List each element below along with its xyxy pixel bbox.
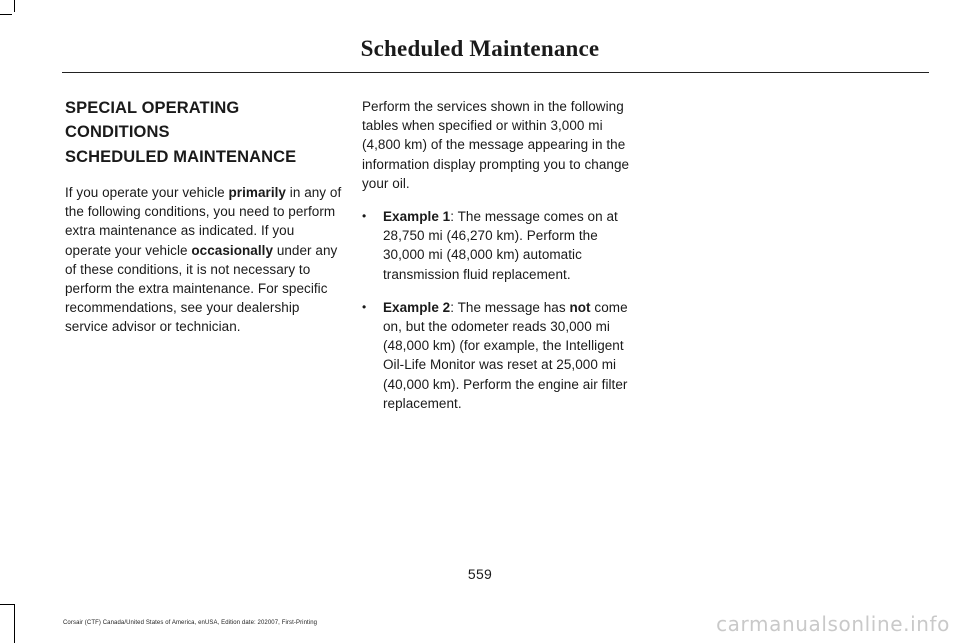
page-number: 559 <box>467 566 493 582</box>
crop-mark <box>14 0 15 12</box>
emphasis-occasionally: occasionally <box>191 242 274 258</box>
section-heading-special-operating-conditions: SPECIAL OPERATING CONDITIONS <box>65 99 240 141</box>
bullet-icon: • <box>362 209 367 224</box>
page-title: Scheduled Maintenance <box>360 36 600 61</box>
list-item-example-1 <box>362 207 637 284</box>
crop-mark <box>14 604 15 643</box>
watermark-link[interactable]: carmanualsonline.info <box>716 612 950 636</box>
example-label: Example 1 <box>383 209 451 225</box>
example-text: come on, but the odometer reads 30,000 mi (48,000 km) (for example, the Intelligent Oil-Life Monitor was reset at 25,000 mi (40,000 km). Perform the engine air filter replacement. <box>383 299 628 411</box>
list-item-example-2 <box>362 298 637 413</box>
header-rule <box>62 72 929 73</box>
bullet-icon: • <box>362 299 367 314</box>
emphasis-primarily: primarily <box>228 185 286 200</box>
right-column <box>362 97 637 413</box>
crop-mark <box>0 14 12 15</box>
intro-paragraph <box>65 183 343 337</box>
paragraph-text: under any of these conditions, it is not necessary to perform the extra maintenance. For specific recommendations, see your dealership service advisor or technician. <box>65 242 338 335</box>
paragraph-text: in any of the following conditions, you need to perform extra maintenance as indicated. If you operate your vehicle <box>65 185 342 258</box>
section-heading-scheduled-maintenance: SCHEDULED MAINTENANCE <box>65 148 297 166</box>
crop-mark <box>0 604 14 605</box>
example-text: : The message has <box>450 299 570 315</box>
examples-list <box>362 207 637 413</box>
paragraph-text: If you operate your vehicle <box>65 185 229 200</box>
services-paragraph: Perform the services shown in the following tables when specified or within 3,000 mi (4,800 km) of the message appearing in the information display prompting you to change your oil. <box>362 99 630 191</box>
left-column <box>65 96 343 337</box>
example-label: Example 2 <box>383 299 451 315</box>
edition-footer: Corsair (CTF) Canada/United States of America, enUSA, Edition date: 202007, First-Printing <box>63 620 318 626</box>
example-text: : The message comes on at 28,750 mi (46,270 km). Perform the 30,000 mi (48,000 km) automatic transmission fluid replacement. <box>383 209 618 282</box>
emphasis-not: not <box>569 299 591 315</box>
